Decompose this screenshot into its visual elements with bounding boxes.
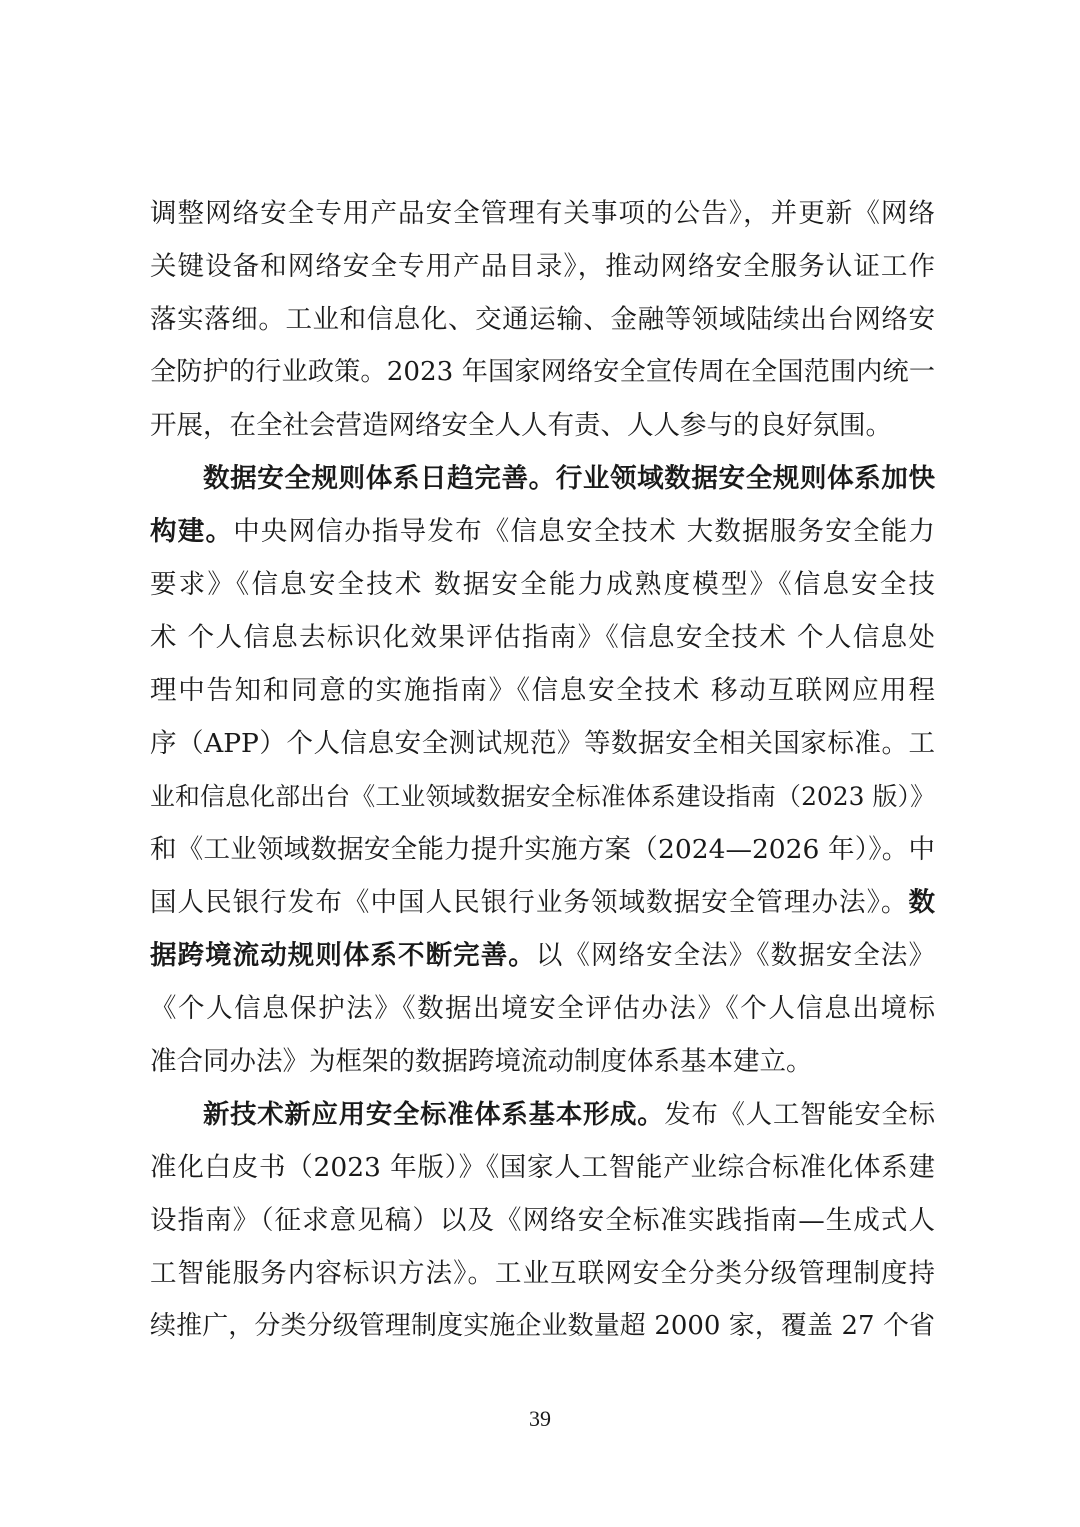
text-line [150,1141,935,1194]
text-run: 全防护的行业政策。2023 年国家网络安全宣传周在全国范围内统一 [150,357,935,387]
text-line [150,717,935,770]
text-line [150,452,935,505]
text-line [150,1194,935,1247]
text-run: 术 个人信息去标识化效果评估指南》《信息安全技术 个人信息处 [150,622,935,653]
text-run: 理中告知和同意的实施指南》《信息安全技术 移动互联网应用程 [150,675,935,706]
text-run: 《个人信息保护法》《数据出境安全评估办法》《个人信息出境标 [150,993,935,1024]
text-line [150,876,935,929]
text-run: 续推广，分类分级管理制度实施企业数量超 2000 家，覆盖 27 个省 [150,1311,935,1341]
text-line [150,399,935,452]
bold-heading-run: 数 [908,887,935,918]
text-line [150,770,935,823]
text-run: 发布《人工智能安全标 [664,1100,936,1130]
text-line [150,1088,935,1141]
bold-heading-run: 据跨境流动规则体系不断完善。 [150,940,536,971]
text-line [150,187,935,240]
text-run: 序（APP）个人信息安全测试规范》等数据安全相关国家标准。工 [150,728,935,759]
text-line [150,240,935,293]
text-line [150,558,935,611]
text-run: 关键设备和网络安全专用产品目录》，推动网络安全服务认证工作 [150,251,935,282]
text-run: 工智能服务内容标识方法》。工业互联网安全分类分级管理制度持 [150,1258,935,1289]
text-run: 开展，在全社会营造网络安全人人有责、人人参与的良好氛围。 [150,410,892,441]
text-line [150,1300,935,1353]
text-run: 调整网络安全专用产品安全管理有关事项的公告》，并更新《网络 [150,198,935,229]
text-run: 准合同办法》为框架的数据跨境流动制度体系基本建立。 [150,1046,813,1077]
text-line [150,1247,935,1300]
document-body [150,187,935,1353]
text-run: 国人民银行发布《中国人民银行业务领域数据安全管理办法》。 [150,887,909,918]
bold-heading-run: 新技术新应用安全标准体系基本形成。 [203,1099,665,1130]
bold-heading-run: 构建。 [150,516,234,547]
text-line [150,982,935,1035]
text-line [150,664,935,717]
text-line [150,505,935,558]
text-run: 落实落细。工业和信息化、交通运输、金融等领域陆续出台网络安 [150,304,935,335]
text-line [150,611,935,664]
bold-heading-run: 数据安全规则体系日趋完善。行业领域数据安全规则体系加快 [203,463,935,494]
paragraph [150,452,935,1088]
text-line [150,1035,935,1088]
text-line [150,346,935,399]
text-line [150,929,935,982]
paragraph [150,1088,935,1353]
paragraph [150,187,935,452]
text-run: 准化白皮书（2023 年版）》《国家人工智能产业综合标准化体系建 [150,1152,935,1183]
text-run: 和《工业领域数据安全能力提升实施方案（2024—2026 年）》。中 [150,834,935,865]
text-run: 业和信息化部出台《工业领域数据安全标准体系建设指南（2023 版）》 [150,782,935,811]
page-number: 39 [529,1406,551,1431]
text-run: 设指南》（征求意见稿）以及《网络安全标准实践指南—生成式人 [150,1205,935,1236]
text-run: 中央网信办指导发布《信息安全技术 大数据服务安全能力 [233,516,935,547]
text-line [150,293,935,346]
text-line [150,823,935,876]
text-run: 以《网络安全法》《数据安全法》 [535,940,935,971]
text-run: 要求》《信息安全技术 数据安全能力成熟度模型》《信息安全技 [150,569,935,600]
